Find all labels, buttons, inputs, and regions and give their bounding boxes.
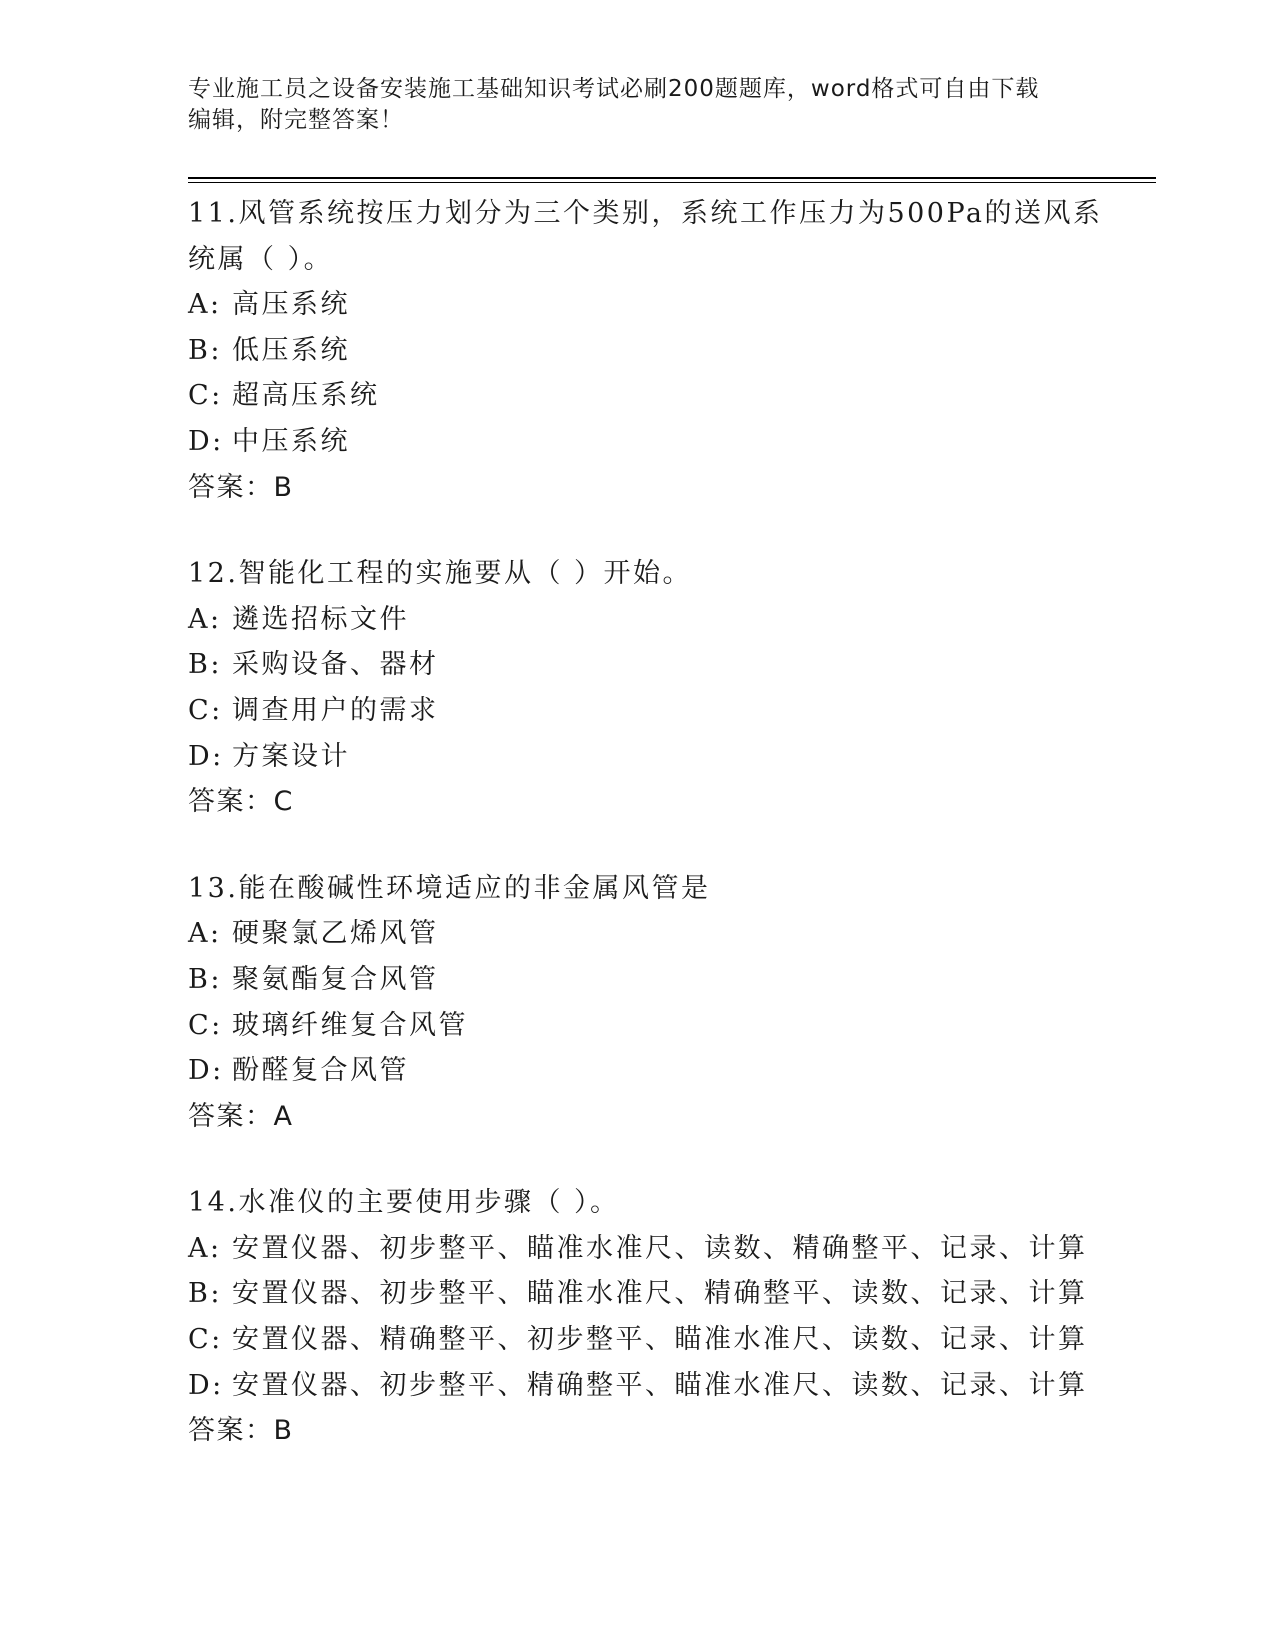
answer: 答案：A bbox=[188, 1100, 294, 1132]
option-a bbox=[188, 911, 1088, 957]
option-text: 安置仪器、初步整平、瞄准水准尺、精确整平、读数、记录、计算 bbox=[232, 1278, 1088, 1310]
option-key: B: bbox=[188, 963, 222, 995]
question-11 bbox=[188, 191, 1103, 510]
option-d bbox=[188, 1363, 1088, 1409]
option-key: A: bbox=[188, 1232, 222, 1264]
option-text: 聚氨酯复合风管 bbox=[232, 963, 439, 995]
question-list bbox=[188, 191, 1103, 1495]
option-key: A: bbox=[188, 918, 222, 950]
answer: 答案：B bbox=[188, 471, 294, 503]
header-divider-thick bbox=[188, 177, 1156, 179]
option-key: A: bbox=[188, 603, 222, 635]
answer: 答案：B bbox=[188, 1415, 294, 1447]
question-stem: 13.能在酸碱性环境适应的非金属风管是 bbox=[188, 872, 711, 904]
option-text: 玻璃纤维复合风管 bbox=[232, 1009, 468, 1041]
question-13 bbox=[188, 866, 1088, 1140]
option-a bbox=[188, 597, 1088, 643]
answer: 答案：C bbox=[188, 786, 294, 818]
option-text: 酚醛复合风管 bbox=[232, 1055, 409, 1087]
document-header bbox=[188, 74, 1068, 136]
question-stem: 11.风管系统按压力划分为三个类别，系统工作压力为500Pa的送风系 bbox=[188, 198, 1103, 229]
option-b bbox=[188, 642, 1088, 688]
option-b bbox=[188, 957, 1088, 1003]
question-stem: 14.水准仪的主要使用步骤（ ）。 bbox=[188, 1187, 620, 1219]
option-key: C: bbox=[188, 380, 223, 412]
option-b bbox=[188, 328, 1088, 374]
option-text: 安置仪器、精确整平、初步整平、瞄准水准尺、读数、记录、计算 bbox=[232, 1324, 1088, 1356]
option-key: B: bbox=[188, 334, 222, 366]
option-text: 调查用户的需求 bbox=[232, 694, 439, 726]
option-text: 低压系统 bbox=[232, 334, 350, 366]
option-a bbox=[188, 1226, 1088, 1272]
option-key: D: bbox=[188, 425, 224, 457]
option-text: 安置仪器、初步整平、瞄准水准尺、读数、精确整平、记录、计算 bbox=[232, 1232, 1088, 1264]
option-text: 方案设计 bbox=[232, 740, 350, 772]
option-key: A: bbox=[188, 289, 222, 321]
option-key: C: bbox=[188, 1324, 223, 1356]
option-key: B: bbox=[188, 1278, 222, 1310]
option-text: 采购设备、器材 bbox=[232, 649, 439, 681]
option-text: 中压系统 bbox=[232, 425, 350, 457]
option-d bbox=[188, 1048, 1088, 1094]
option-key: B: bbox=[188, 649, 222, 681]
option-key: D: bbox=[188, 1055, 224, 1087]
option-key: D: bbox=[188, 740, 224, 772]
option-key: C: bbox=[188, 1009, 223, 1041]
option-text: 遴选招标文件 bbox=[232, 603, 409, 635]
header-divider-thin bbox=[188, 182, 1156, 183]
question-stem: 12.智能化工程的实施要从（ ）开始。 bbox=[188, 558, 693, 590]
option-c bbox=[188, 373, 1088, 419]
option-d bbox=[188, 734, 1088, 780]
question-stem-continued: 统属（ ）。 bbox=[188, 243, 334, 275]
header-line-1: 专业施工员之设备安装施工基础知识考试必刷200题题库，word格式可自由下载 bbox=[188, 76, 1040, 102]
option-text: 高压系统 bbox=[232, 289, 350, 321]
option-b bbox=[188, 1271, 1088, 1317]
option-text: 超高压系统 bbox=[232, 380, 380, 412]
option-a bbox=[188, 282, 1088, 328]
option-c bbox=[188, 1317, 1088, 1363]
question-12 bbox=[188, 551, 1088, 825]
option-key: C: bbox=[188, 694, 223, 726]
header-line-2: 编辑，附完整答案！ bbox=[188, 107, 404, 133]
option-d bbox=[188, 419, 1088, 465]
option-key: D: bbox=[188, 1369, 224, 1401]
option-c bbox=[188, 688, 1088, 734]
question-14 bbox=[188, 1180, 1088, 1454]
option-text: 硬聚氯乙烯风管 bbox=[232, 918, 439, 950]
option-c bbox=[188, 1003, 1088, 1049]
option-text: 安置仪器、初步整平、精确整平、瞄准水准尺、读数、记录、计算 bbox=[232, 1369, 1088, 1401]
